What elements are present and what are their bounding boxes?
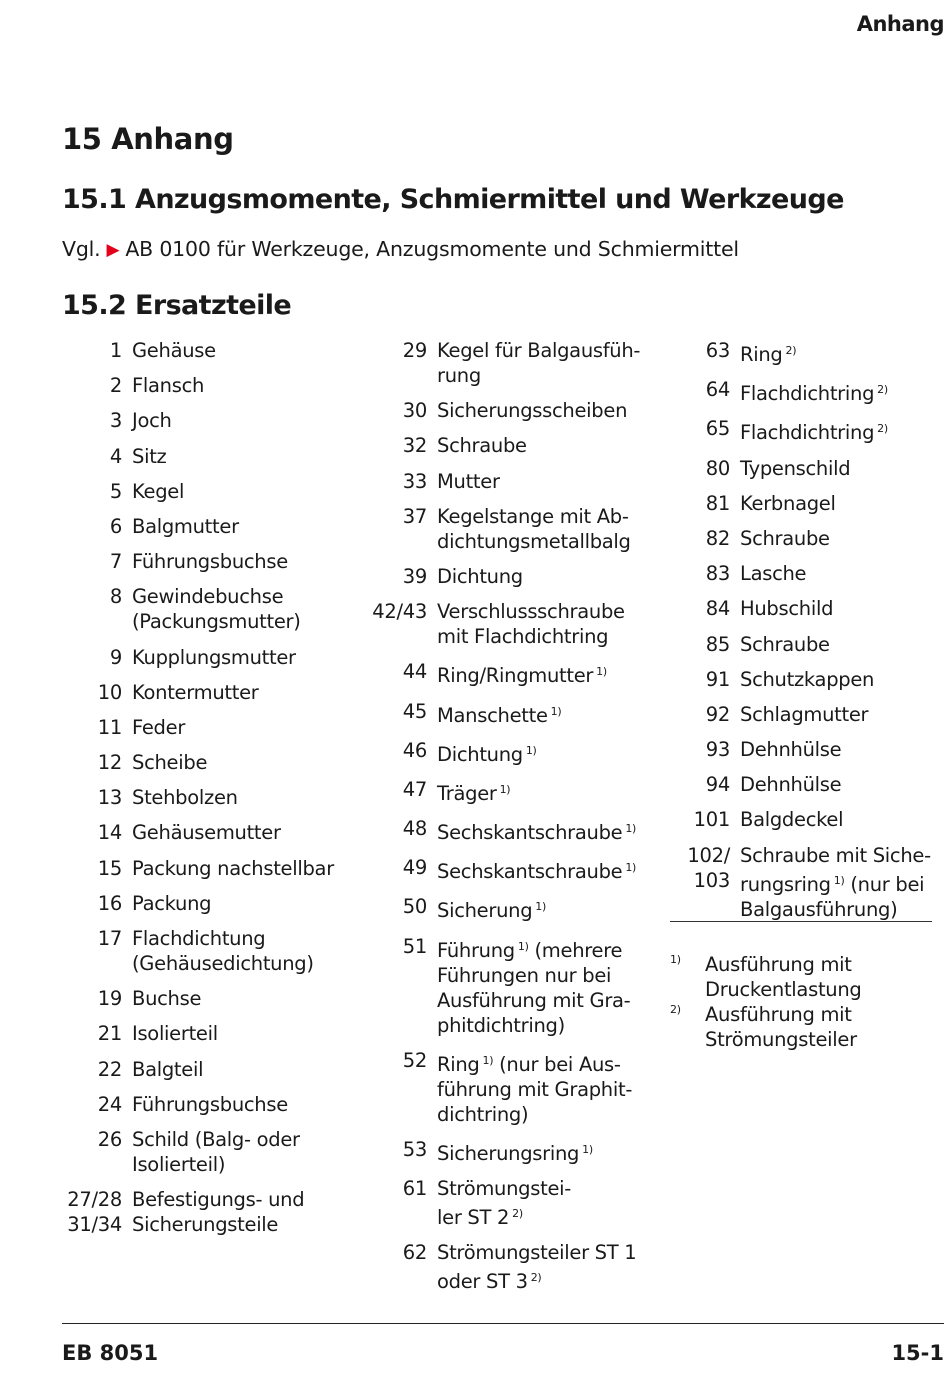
arrow-right-icon: ▶	[106, 240, 120, 260]
part-label: Typenschild	[740, 456, 851, 480]
part-item	[345, 1240, 655, 1294]
part-label: Gehäusemutter	[132, 821, 281, 845]
parts-column-3	[648, 338, 938, 932]
part-number: 65	[705, 417, 730, 441]
part-number: 52	[402, 1048, 427, 1072]
footnote-marker: 1)	[596, 665, 607, 679]
footnote-text: Ausführung mit Druckentlastung	[705, 953, 862, 1001]
part-label: Sicherungsscheiben	[437, 399, 628, 423]
part-number: 48	[402, 817, 427, 841]
part-label: Scheibe	[132, 751, 208, 775]
part-item	[648, 377, 938, 406]
part-label: Kegel für Balgausfüh- rung	[437, 339, 641, 387]
part-item	[345, 659, 655, 688]
part-item	[648, 772, 938, 797]
part-label: Ring $^{2)}$	[740, 343, 797, 366]
part-label: Packung nachstellbar	[132, 856, 334, 880]
part-number: 29	[402, 339, 427, 362]
part-item	[648, 456, 938, 481]
part-item	[40, 926, 360, 976]
footnote-marker: 1)	[550, 704, 562, 718]
footnotes	[670, 952, 940, 1052]
part-number: 8	[109, 585, 122, 609]
part-label: Ring/Ringmutter $^{1)}$	[437, 664, 607, 688]
part-item	[648, 491, 938, 516]
part-number: 39	[402, 564, 427, 588]
part-item	[648, 526, 938, 551]
part-number: 94	[705, 773, 730, 797]
part-item	[345, 398, 655, 423]
part-number: 62	[402, 1241, 427, 1265]
footnote-marker: 1)	[582, 1143, 593, 1156]
part-label: Schild (Balg- oder Isolierteil)	[132, 1127, 300, 1176]
footnote-text: Ausführung mit Strömungsteiler	[705, 1003, 857, 1051]
part-label: Manschette $^{1)}$	[437, 703, 562, 727]
part-label: Hubschild	[740, 597, 834, 621]
part-item	[648, 667, 938, 692]
part-number: 9	[109, 645, 122, 669]
part-item	[40, 820, 360, 845]
part-number: 33	[402, 469, 427, 493]
part-item	[345, 469, 655, 494]
part-number: 12	[97, 751, 122, 775]
part-number: 93	[705, 738, 730, 762]
part-item	[40, 1127, 360, 1177]
part-number: 30	[402, 399, 427, 423]
part-number: 46	[402, 738, 427, 762]
part-item	[40, 715, 360, 740]
part-number: 22	[97, 1057, 122, 1081]
part-item	[648, 737, 938, 762]
part-label: Befestigungs- und Sicherungsteile	[132, 1188, 305, 1237]
footnote-marker: 1)	[833, 873, 845, 887]
part-item	[345, 777, 655, 806]
part-label: Kegel	[132, 479, 185, 503]
part-number: 49	[402, 856, 427, 880]
footnote-marker: 1)	[525, 743, 537, 757]
part-item	[40, 785, 360, 810]
part-label: Führung $^{1)}$ (mehrere Führungen nur bei Ausführung mit Gra- phitdichtring)	[437, 938, 631, 1037]
part-number: 37	[402, 504, 427, 528]
part-item	[345, 1176, 655, 1230]
part-label: Buchse	[132, 987, 202, 1011]
part-item	[40, 444, 360, 469]
part-number: 63	[705, 339, 730, 362]
part-label: Gehäuse	[132, 339, 216, 362]
part-label: Flachdichtung (Gehäusedichtung)	[132, 927, 314, 975]
footer-divider	[62, 1323, 944, 1324]
part-item	[40, 338, 360, 363]
part-label: Sechskantschraube $^{1)}$	[437, 860, 637, 884]
part-item	[648, 338, 938, 367]
footnote-marker: 1)	[499, 782, 511, 796]
part-item	[40, 373, 360, 398]
part-label: Flachdichtring $^{2)}$	[740, 421, 888, 445]
part-number: 80	[705, 456, 730, 480]
part-number: 11	[97, 715, 122, 739]
part-number: 32	[402, 434, 427, 458]
part-number: 84	[705, 597, 730, 621]
part-number: 4	[109, 444, 122, 468]
footnote-marker: 2)	[530, 1271, 542, 1285]
footnote-item	[670, 952, 940, 1002]
part-number: 85	[705, 632, 730, 656]
part-number: 14	[97, 821, 122, 845]
part-label: Schutzkappen	[740, 667, 875, 691]
part-item	[345, 855, 655, 884]
part-label: Kegelstange mit Ab- dichtungsmetallbalg	[437, 504, 631, 553]
chapter-title: 15 Anhang	[62, 122, 234, 156]
part-label: Gewindebuchse (Packungsmutter)	[132, 585, 301, 634]
part-number: 61	[402, 1177, 427, 1201]
part-label: Stehbolzen	[132, 786, 238, 810]
part-item	[345, 504, 655, 554]
part-number: 82	[705, 526, 730, 550]
part-label: Sicherungsring $^{1)}$	[437, 1142, 593, 1165]
part-item	[648, 561, 938, 586]
part-number: 1	[109, 339, 122, 362]
part-item	[345, 816, 655, 845]
part-item	[345, 894, 655, 923]
footnote-marker: 1)	[535, 900, 546, 914]
part-number: 24	[97, 1092, 122, 1116]
part-number: 19	[97, 987, 122, 1011]
reference-prefix: Vgl.	[62, 237, 101, 261]
part-label: Sechskantschraube $^{1)}$	[437, 821, 637, 845]
part-number: 81	[705, 491, 730, 515]
part-item	[648, 632, 938, 657]
part-label: Balgmutter	[132, 514, 239, 538]
part-item	[40, 408, 360, 433]
part-item	[40, 986, 360, 1011]
part-number: 13	[97, 786, 122, 810]
part-number: 45	[402, 699, 427, 723]
part-label: Dehnhülse	[740, 738, 842, 762]
part-item	[40, 479, 360, 504]
part-item	[40, 750, 360, 775]
part-number: 6	[109, 514, 122, 538]
part-number: 26	[97, 1127, 122, 1151]
part-item	[345, 934, 655, 1038]
part-number: 91	[705, 667, 730, 691]
part-label: Flachdichtring $^{2)}$	[740, 382, 888, 406]
part-label: Strömungsteiler ST 1 oder ST 3 $^{2)}$	[437, 1241, 637, 1294]
footnote-divider	[670, 921, 932, 922]
footnote-mark: 1)	[670, 953, 681, 966]
part-item	[40, 549, 360, 574]
part-number: 83	[705, 562, 730, 586]
part-label: Balgdeckel	[740, 808, 844, 832]
part-item	[345, 564, 655, 589]
part-number: 92	[705, 702, 730, 726]
part-item	[40, 680, 360, 705]
part-label: Strömungstei- ler ST 2 $^{2)}$	[437, 1177, 571, 1230]
part-label: Schraube mit Siche- rungsring $^{1)}$ (nur bei Balgausführung)	[740, 843, 931, 921]
part-item	[40, 1187, 360, 1237]
footnote-marker: 2)	[512, 1207, 523, 1221]
footnote-marker: 1)	[482, 1053, 494, 1067]
part-label: Balgteil	[132, 1057, 204, 1081]
part-item	[648, 702, 938, 727]
part-item	[345, 1137, 655, 1166]
part-item	[648, 843, 938, 922]
part-label: Lasche	[740, 562, 807, 586]
footnote-marker: 1)	[625, 861, 637, 875]
part-item	[345, 338, 655, 388]
part-label: Schraube	[437, 434, 527, 458]
part-label: Packung	[132, 891, 212, 915]
part-number: 64	[705, 378, 730, 402]
part-item	[345, 433, 655, 458]
part-item	[40, 891, 360, 916]
part-number: 5	[109, 479, 122, 503]
footnote-marker: 2)	[877, 422, 888, 436]
part-number: 10	[97, 680, 122, 704]
part-item	[40, 1057, 360, 1082]
part-number: 47	[402, 777, 427, 801]
part-number: 51	[402, 934, 427, 958]
part-item	[648, 596, 938, 621]
part-label: Sitz	[132, 444, 167, 468]
part-label: Joch	[132, 409, 172, 433]
part-label: Schraube	[740, 526, 830, 550]
part-label: Feder	[132, 715, 186, 739]
parts-column-1	[40, 338, 360, 1247]
part-label: Dichtung	[437, 564, 523, 588]
part-label: Flansch	[132, 374, 205, 398]
part-label: Kontermutter	[132, 680, 259, 704]
part-item	[40, 584, 360, 634]
part-item	[345, 738, 655, 767]
part-item	[40, 514, 360, 539]
part-number: 102/ 103	[687, 843, 730, 892]
footnote-marker: 2)	[785, 344, 797, 357]
page-number: 15-1	[891, 1341, 944, 1365]
part-label: Träger $^{1)}$	[437, 781, 511, 805]
part-number: 53	[402, 1138, 427, 1161]
part-number: 101	[693, 808, 730, 832]
part-label: Führungsbuchse	[132, 1092, 288, 1116]
part-label: Schlagmutter	[740, 702, 869, 726]
part-label: Führungsbuchse	[132, 550, 288, 574]
part-label: Verschlussschraube mit Flachdichtring	[437, 600, 625, 649]
part-item	[40, 1021, 360, 1046]
part-number: 21	[97, 1022, 122, 1046]
part-number: 44	[402, 660, 427, 684]
part-label: Isolierteil	[132, 1022, 218, 1046]
part-item	[345, 599, 655, 649]
part-item	[648, 807, 938, 832]
part-label: Dichtung $^{1)}$	[437, 742, 537, 766]
part-label: Dehnhülse	[740, 773, 842, 797]
footnote-marker: 1)	[625, 822, 637, 836]
running-header: Anhang	[856, 12, 944, 36]
cross-reference	[62, 237, 739, 261]
part-label: Sicherung $^{1)}$	[437, 899, 546, 923]
part-label: Kupplungsmutter	[132, 645, 296, 669]
part-number: 16	[97, 891, 122, 915]
part-number: 2	[109, 374, 122, 398]
parts-column-2	[345, 338, 655, 1305]
part-item	[345, 699, 655, 728]
part-number: 3	[109, 409, 122, 433]
part-item	[40, 1092, 360, 1117]
part-number: 17	[97, 927, 122, 950]
part-label: Mutter	[437, 469, 500, 493]
part-number: 15	[97, 856, 122, 880]
part-number: 27/28 31/34	[67, 1188, 122, 1237]
part-number: 50	[402, 895, 427, 919]
footnote-marker: 1)	[517, 939, 529, 953]
footnote-item	[670, 1002, 940, 1052]
part-number: 42/43	[372, 600, 427, 624]
part-label: Kerbnagel	[740, 491, 836, 515]
section-title-torques: 15.1 Anzugsmomente, Schmiermittel und Werkzeuge	[62, 184, 844, 215]
part-item	[40, 645, 360, 670]
footnote-mark: 2)	[670, 1003, 681, 1016]
document-number: EB 8051	[62, 1341, 159, 1365]
part-item	[648, 416, 938, 445]
part-item	[345, 1048, 655, 1127]
part-item	[40, 856, 360, 881]
part-label: Schraube	[740, 632, 830, 656]
footnote-marker: 2)	[877, 383, 888, 397]
part-number: 7	[109, 550, 122, 574]
part-label: Ring $^{1)}$ (nur bei Aus- führung mit Graphit- dichtring)	[437, 1052, 633, 1126]
reference-link[interactable]: AB 0100 für Werkzeuge, Anzugsmomente und Schmiermittel	[125, 237, 739, 261]
section-title-spare-parts: 15.2 Ersatzteile	[62, 290, 292, 321]
